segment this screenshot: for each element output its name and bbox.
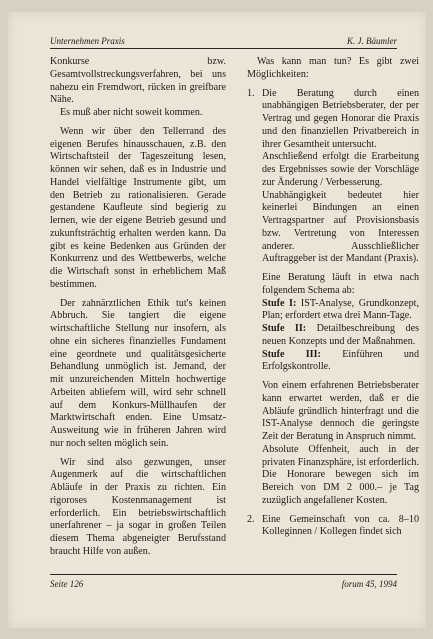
numbered-item-1	[247, 88, 419, 514]
stufe-2	[262, 323, 419, 349]
footer-rule	[50, 574, 397, 575]
item-number: 2.	[247, 513, 255, 525]
stufe-label: Stufe III:	[262, 348, 321, 360]
right-column	[247, 56, 419, 539]
paragraph: Was kann man tun? Es gibt zwei Möglichkeiten:	[247, 56, 419, 80]
paragraph: Wir sind also gezwungen, unser Augenmerk auf die wirtschaftlichen Abläufe in der Praxis zu richten. Ein rigoroses Kostenmanagement ist erforderlich. Ein betriebswirtschaftlich unerfahrener – ja sogar in großen Teilen diesem Thema abgeneigter Berufsstand braucht Hilfe von außen.	[50, 456, 226, 557]
paragraph: Konkurse bzw. Gesamtvollstreckungsverfahren, bei uns nahezu ein Fremdwort, rücken in greifbare Nähe.	[50, 56, 226, 106]
stufe-text: Detailbeschreibung des neuen Konzepts und der Maßnahmen.	[262, 323, 420, 347]
paragraph: Anschließend erfolgt die Erarbeitung des Ergebnisses sowie der Vorschläge zur Änderung / Verbesserung.	[262, 151, 419, 188]
page-number: Seite 126	[50, 579, 84, 589]
header-rule	[50, 48, 397, 49]
page-header	[50, 30, 397, 46]
numbered-item-2	[247, 514, 419, 540]
left-column	[50, 56, 226, 565]
item-body	[262, 514, 419, 540]
paragraph: Es muß aber nicht soweit kommen.	[60, 107, 203, 118]
paragraph: Der zahnärztlichen Ethik tut's keinen Abbruch. Sie tangiert die eigene wirtschaftliche Stellung nur insofern, als ohne ein sicheres finanzielles Fundament eine geordnete und qualitätsgesicherte Behandlung unmöglich ist. Jemand, der mit unzureichenden Mitteln hochwertige Arbeiten abliefern will, wird sehr schnell auf dem Konkurs-Müllhaufen der Marktwirtschaft enden. Eine Umsatz-Ausweitung wie in früheren Jahren wird nur noch selten möglich sein.	[50, 297, 226, 449]
stufe-label: Stufe II:	[262, 323, 307, 334]
paragraph: Absolute Offenheit, auch in der privaten Finanzsphäre, ist erforderlich. Die Honorare bewegen sich im Bereich von DM 2 000.– je Tag zuzüglich angefallener Kosten.	[262, 443, 419, 506]
stufe-3	[262, 349, 419, 375]
stufe-text: IST-Analyse, Grundkonzept, Plan; erfordert etwa drei Mann-Tage.	[262, 297, 419, 322]
header-section-title: Unternehmen Praxis	[50, 36, 125, 46]
paragraph: Unabhängigkeit bedeutet hier keinerlei Bindungen an einen Vertragspartner auf Provisionsbasis bzw. Vertretung von Interessen anderer. Ausschließlicher Auftraggeber ist der Mandant (Praxis).	[262, 189, 419, 265]
paragraph: Eine Beratung läuft in etwa nach folgendem Schema ab:	[262, 272, 419, 296]
paragraph: Wenn wir über den Tellerrand des eigenen Berufes hinausschauen, z.B. den Wirtschaftsteil der Tageszeitung lesen, können wir sehen, daß es in Industrie und Handel vielfältige Instrumente gibt, um den Betrieb zu rationalisieren. Gerade gestandene Kaufleute sind begierig zu lernen, wie der eigene Betrieb gesund und zukunftsträchtig erhalten werden kann. Da gibt es keine Bedenken aus Gründen der Konkurrenz und des Wettbewerbs, welche die Wirtschaft sonst in erheblichem Maß bestimmen.	[50, 125, 226, 290]
page-footer	[50, 579, 397, 591]
stufe-1	[262, 298, 419, 324]
paragraph: Eine Gemeinschaft von ca. 8–10 Kolleginnen / Kollegen findet sich	[262, 513, 419, 538]
item-body	[262, 88, 419, 514]
stufe-text: Einführen und Erfolgskontrolle.	[262, 348, 419, 373]
item-number: 1.	[247, 87, 255, 99]
header-author: K. J. Bäumler	[347, 36, 397, 46]
journal-issue: forum 45, 1994	[341, 579, 397, 589]
paragraph: Die Beratung durch einen unabhängigen Betriebsberater, der per Vertrag und gegen Honorar die Praxis und den finanziellen Privatbereich in ihrer Gesamtheit untersucht.	[262, 87, 419, 150]
paragraph: Von einem erfahrenen Betriebsberater kann erwartet werden, daß er die Abläufe gründlich hinterfragt und die IST-Analyse dennoch die geringste Zeit der Beratung in Anspruch nimmt.	[262, 380, 419, 442]
stufe-label: Stufe I:	[262, 297, 297, 309]
